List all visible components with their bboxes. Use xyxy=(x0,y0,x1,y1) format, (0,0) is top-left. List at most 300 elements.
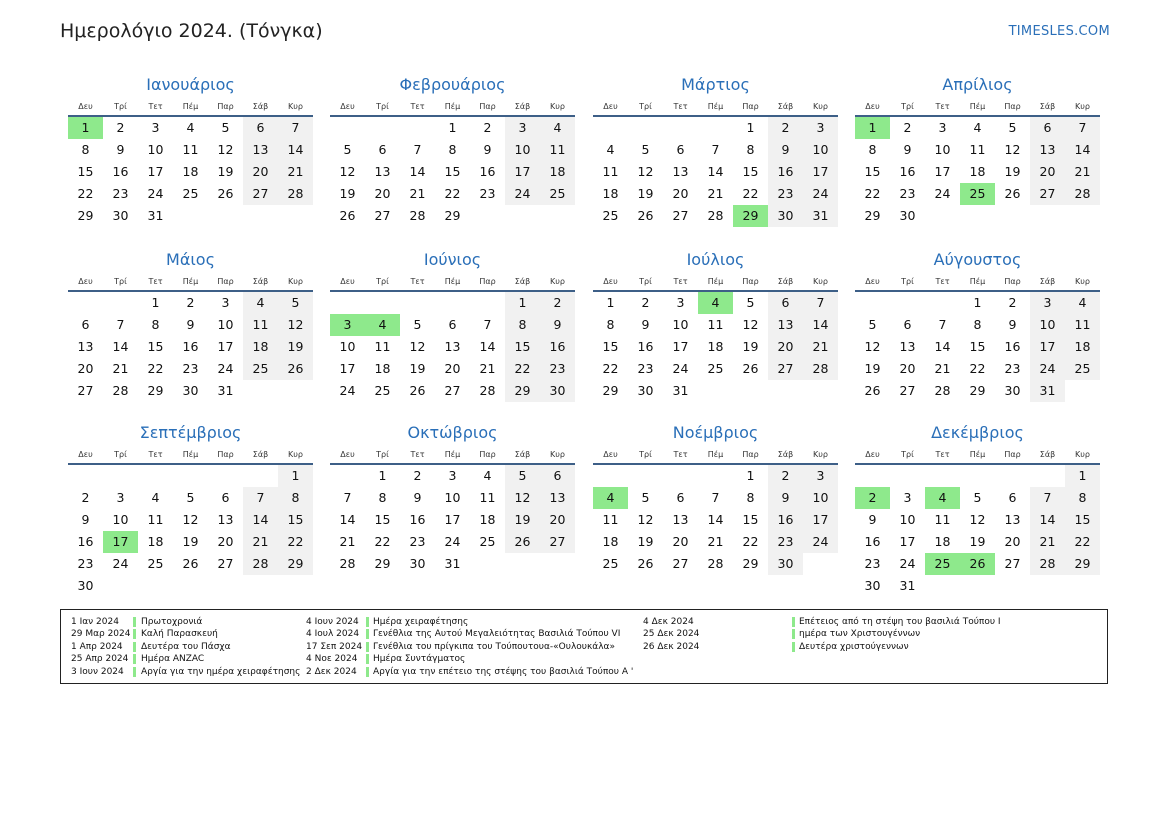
day-cell[interactable]: 20 xyxy=(899,361,916,376)
day-cell[interactable]: 22 xyxy=(864,186,881,201)
day-cell[interactable]: 29 xyxy=(444,208,461,223)
day-cell[interactable]: 22 xyxy=(77,186,94,201)
day-cell[interactable]: 30 xyxy=(637,383,654,398)
day-cell[interactable]: 27 xyxy=(444,383,461,398)
day-cell[interactable]: 8 xyxy=(505,314,540,336)
day-cell[interactable]: 31 xyxy=(803,205,838,227)
day-cell[interactable]: 12 xyxy=(409,339,426,354)
day-cell[interactable]: 6 xyxy=(243,117,278,139)
day-cell[interactable]: 5 xyxy=(413,317,422,332)
holiday-day-cell[interactable]: 4 xyxy=(365,314,400,336)
day-cell[interactable]: 23 xyxy=(409,534,426,549)
day-cell[interactable]: 14 xyxy=(243,509,278,531)
day-cell[interactable]: 11 xyxy=(479,490,496,505)
day-cell[interactable]: 25 xyxy=(182,186,199,201)
day-cell[interactable]: 22 xyxy=(742,186,759,201)
day-cell[interactable]: 7 xyxy=(413,142,422,157)
day-cell[interactable]: 6 xyxy=(81,317,90,332)
day-cell[interactable]: 21 xyxy=(934,361,951,376)
day-cell[interactable]: 8 xyxy=(973,317,982,332)
day-cell[interactable]: 1 xyxy=(505,292,540,314)
day-cell[interactable]: 12 xyxy=(637,512,654,527)
day-cell[interactable]: 28 xyxy=(339,556,356,571)
day-cell[interactable]: 3 xyxy=(1030,292,1065,314)
day-cell[interactable]: 22 xyxy=(374,534,391,549)
day-cell[interactable]: 17 xyxy=(899,534,916,549)
day-cell[interactable]: 30 xyxy=(182,383,199,398)
day-cell[interactable]: 2 xyxy=(641,295,650,310)
day-cell[interactable]: 22 xyxy=(147,361,164,376)
day-cell[interactable]: 28 xyxy=(1065,183,1100,205)
day-cell[interactable]: 6 xyxy=(676,142,685,157)
holiday-day-cell[interactable]: 4 xyxy=(698,292,733,314)
day-cell[interactable]: 16 xyxy=(899,164,916,179)
day-cell[interactable]: 12 xyxy=(339,164,356,179)
day-cell[interactable]: 8 xyxy=(606,317,615,332)
day-cell[interactable]: 21 xyxy=(112,361,129,376)
day-cell[interactable]: 8 xyxy=(746,142,755,157)
day-cell[interactable]: 16 xyxy=(864,534,881,549)
day-cell[interactable]: 16 xyxy=(479,164,496,179)
day-cell[interactable]: 21 xyxy=(707,186,724,201)
day-cell[interactable]: 10 xyxy=(803,487,838,509)
day-cell[interactable]: 10 xyxy=(899,512,916,527)
day-cell[interactable]: 3 xyxy=(505,117,540,139)
day-cell[interactable]: 1 xyxy=(151,295,160,310)
day-cell[interactable]: 6 xyxy=(540,465,575,487)
day-cell[interactable]: 11 xyxy=(147,512,164,527)
day-cell[interactable]: 4 xyxy=(483,468,492,483)
day-cell[interactable]: 31 xyxy=(1030,380,1065,402)
day-cell[interactable]: 12 xyxy=(969,512,986,527)
day-cell[interactable]: 18 xyxy=(969,164,986,179)
day-cell[interactable]: 27 xyxy=(1030,183,1065,205)
day-cell[interactable]: 1 xyxy=(746,468,755,483)
day-cell[interactable]: 26 xyxy=(742,361,759,376)
day-cell[interactable]: 5 xyxy=(1008,120,1017,135)
day-cell[interactable]: 29 xyxy=(147,383,164,398)
day-cell[interactable]: 31 xyxy=(147,208,164,223)
day-cell[interactable]: 6 xyxy=(1030,117,1065,139)
holiday-day-cell[interactable]: 17 xyxy=(103,531,138,553)
day-cell[interactable]: 22 xyxy=(278,531,313,553)
day-cell[interactable]: 21 xyxy=(707,534,724,549)
day-cell[interactable]: 1 xyxy=(278,465,313,487)
holiday-day-cell[interactable]: 26 xyxy=(960,553,995,575)
day-cell[interactable]: 27 xyxy=(899,383,916,398)
day-cell[interactable]: 1 xyxy=(973,295,982,310)
day-cell[interactable]: 30 xyxy=(540,380,575,402)
day-cell[interactable]: 7 xyxy=(1030,487,1065,509)
day-cell[interactable]: 10 xyxy=(934,142,951,157)
day-cell[interactable]: 15 xyxy=(505,336,540,358)
day-cell[interactable]: 26 xyxy=(637,208,654,223)
day-cell[interactable]: 27 xyxy=(374,208,391,223)
day-cell[interactable]: 6 xyxy=(768,292,803,314)
day-cell[interactable]: 3 xyxy=(448,468,457,483)
day-cell[interactable]: 8 xyxy=(278,487,313,509)
day-cell[interactable]: 10 xyxy=(505,139,540,161)
day-cell[interactable]: 26 xyxy=(864,383,881,398)
day-cell[interactable]: 6 xyxy=(221,490,230,505)
day-cell[interactable]: 20 xyxy=(444,361,461,376)
day-cell[interactable]: 11 xyxy=(602,512,619,527)
day-cell[interactable]: 18 xyxy=(934,534,951,549)
day-cell[interactable]: 18 xyxy=(540,161,575,183)
day-cell[interactable]: 19 xyxy=(182,534,199,549)
day-cell[interactable]: 25 xyxy=(1065,358,1100,380)
day-cell[interactable]: 17 xyxy=(803,161,838,183)
day-cell[interactable]: 29 xyxy=(505,380,540,402)
day-cell[interactable]: 29 xyxy=(77,208,94,223)
day-cell[interactable]: 29 xyxy=(602,383,619,398)
day-cell[interactable]: 5 xyxy=(278,292,313,314)
day-cell[interactable]: 3 xyxy=(151,120,160,135)
site-brand-link[interactable]: TIMESLES.COM xyxy=(1008,24,1110,39)
day-cell[interactable]: 13 xyxy=(1004,512,1021,527)
day-cell[interactable]: 19 xyxy=(409,361,426,376)
day-cell[interactable]: 20 xyxy=(217,534,234,549)
day-cell[interactable]: 19 xyxy=(278,336,313,358)
day-cell[interactable]: 13 xyxy=(540,487,575,509)
day-cell[interactable]: 19 xyxy=(217,164,234,179)
day-cell[interactable]: 17 xyxy=(1030,336,1065,358)
day-cell[interactable]: 2 xyxy=(903,120,912,135)
day-cell[interactable]: 9 xyxy=(540,314,575,336)
day-cell[interactable]: 23 xyxy=(899,186,916,201)
day-cell[interactable]: 5 xyxy=(746,295,755,310)
day-cell[interactable]: 29 xyxy=(742,556,759,571)
day-cell[interactable]: 3 xyxy=(903,490,912,505)
day-cell[interactable]: 11 xyxy=(707,317,724,332)
day-cell[interactable]: 12 xyxy=(637,164,654,179)
day-cell[interactable]: 18 xyxy=(243,336,278,358)
day-cell[interactable]: 4 xyxy=(1065,292,1100,314)
day-cell[interactable]: 14 xyxy=(803,314,838,336)
day-cell[interactable]: 9 xyxy=(768,487,803,509)
day-cell[interactable]: 7 xyxy=(116,317,125,332)
day-cell[interactable]: 17 xyxy=(934,164,951,179)
day-cell[interactable]: 23 xyxy=(112,186,129,201)
day-cell[interactable]: 28 xyxy=(707,208,724,223)
day-cell[interactable]: 14 xyxy=(112,339,129,354)
day-cell[interactable]: 2 xyxy=(413,468,422,483)
day-cell[interactable]: 7 xyxy=(343,490,352,505)
day-cell[interactable]: 13 xyxy=(899,339,916,354)
day-cell[interactable]: 17 xyxy=(147,164,164,179)
day-cell[interactable]: 24 xyxy=(339,383,356,398)
day-cell[interactable]: 10 xyxy=(444,490,461,505)
day-cell[interactable]: 18 xyxy=(707,339,724,354)
day-cell[interactable]: 10 xyxy=(217,317,234,332)
day-cell[interactable]: 6 xyxy=(676,490,685,505)
day-cell[interactable]: 28 xyxy=(278,183,313,205)
day-cell[interactable]: 11 xyxy=(243,314,278,336)
day-cell[interactable]: 16 xyxy=(77,534,94,549)
day-cell[interactable]: 1 xyxy=(746,120,755,135)
day-cell[interactable]: 22 xyxy=(742,534,759,549)
day-cell[interactable]: 13 xyxy=(444,339,461,354)
day-cell[interactable]: 12 xyxy=(505,487,540,509)
day-cell[interactable]: 16 xyxy=(1004,339,1021,354)
day-cell[interactable]: 25 xyxy=(374,383,391,398)
day-cell[interactable]: 14 xyxy=(479,339,496,354)
day-cell[interactable]: 26 xyxy=(182,556,199,571)
day-cell[interactable]: 24 xyxy=(112,556,129,571)
day-cell[interactable]: 11 xyxy=(934,512,951,527)
day-cell[interactable]: 28 xyxy=(934,383,951,398)
day-cell[interactable]: 24 xyxy=(505,183,540,205)
day-cell[interactable]: 16 xyxy=(409,512,426,527)
day-cell[interactable]: 26 xyxy=(637,556,654,571)
day-cell[interactable]: 4 xyxy=(540,117,575,139)
day-cell[interactable]: 18 xyxy=(1065,336,1100,358)
day-cell[interactable]: 18 xyxy=(374,361,391,376)
day-cell[interactable]: 9 xyxy=(186,317,195,332)
day-cell[interactable]: 21 xyxy=(243,531,278,553)
day-cell[interactable]: 22 xyxy=(1065,531,1100,553)
day-cell[interactable]: 9 xyxy=(903,142,912,157)
day-cell[interactable]: 4 xyxy=(973,120,982,135)
day-cell[interactable]: 12 xyxy=(278,314,313,336)
day-cell[interactable]: 23 xyxy=(768,531,803,553)
day-cell[interactable]: 27 xyxy=(77,383,94,398)
day-cell[interactable]: 10 xyxy=(339,339,356,354)
day-cell[interactable]: 29 xyxy=(278,553,313,575)
day-cell[interactable]: 18 xyxy=(602,186,619,201)
day-cell[interactable]: 21 xyxy=(803,336,838,358)
day-cell[interactable]: 26 xyxy=(1004,186,1021,201)
holiday-day-cell[interactable]: 1 xyxy=(855,117,890,139)
day-cell[interactable]: 10 xyxy=(147,142,164,157)
day-cell[interactable]: 9 xyxy=(81,512,90,527)
day-cell[interactable]: 17 xyxy=(444,512,461,527)
day-cell[interactable]: 14 xyxy=(1065,139,1100,161)
day-cell[interactable]: 4 xyxy=(243,292,278,314)
day-cell[interactable]: 23 xyxy=(637,361,654,376)
day-cell[interactable]: 28 xyxy=(1030,553,1065,575)
day-cell[interactable]: 11 xyxy=(1065,314,1100,336)
day-cell[interactable]: 2 xyxy=(768,465,803,487)
day-cell[interactable]: 12 xyxy=(742,317,759,332)
day-cell[interactable]: 15 xyxy=(374,512,391,527)
day-cell[interactable]: 14 xyxy=(339,512,356,527)
day-cell[interactable]: 5 xyxy=(343,142,352,157)
day-cell[interactable]: 15 xyxy=(77,164,94,179)
day-cell[interactable]: 20 xyxy=(1004,534,1021,549)
day-cell[interactable]: 27 xyxy=(540,531,575,553)
day-cell[interactable]: 19 xyxy=(505,509,540,531)
day-cell[interactable]: 21 xyxy=(479,361,496,376)
day-cell[interactable]: 7 xyxy=(483,317,492,332)
day-cell[interactable]: 19 xyxy=(969,534,986,549)
day-cell[interactable]: 2 xyxy=(81,490,90,505)
day-cell[interactable]: 6 xyxy=(903,317,912,332)
day-cell[interactable]: 17 xyxy=(217,339,234,354)
holiday-day-cell[interactable]: 1 xyxy=(68,117,103,139)
day-cell[interactable]: 10 xyxy=(803,139,838,161)
day-cell[interactable]: 13 xyxy=(77,339,94,354)
day-cell[interactable]: 8 xyxy=(81,142,90,157)
day-cell[interactable]: 3 xyxy=(221,295,230,310)
day-cell[interactable]: 24 xyxy=(899,556,916,571)
day-cell[interactable]: 5 xyxy=(868,317,877,332)
day-cell[interactable]: 31 xyxy=(672,383,689,398)
day-cell[interactable]: 10 xyxy=(1030,314,1065,336)
day-cell[interactable]: 11 xyxy=(969,142,986,157)
day-cell[interactable]: 9 xyxy=(868,512,877,527)
day-cell[interactable]: 9 xyxy=(483,142,492,157)
day-cell[interactable]: 15 xyxy=(147,339,164,354)
day-cell[interactable]: 23 xyxy=(540,358,575,380)
day-cell[interactable]: 19 xyxy=(1004,164,1021,179)
day-cell[interactable]: 19 xyxy=(339,186,356,201)
day-cell[interactable]: 28 xyxy=(479,383,496,398)
day-cell[interactable]: 8 xyxy=(868,142,877,157)
day-cell[interactable]: 17 xyxy=(505,161,540,183)
day-cell[interactable]: 14 xyxy=(409,164,426,179)
day-cell[interactable]: 29 xyxy=(969,383,986,398)
day-cell[interactable]: 20 xyxy=(540,509,575,531)
day-cell[interactable]: 27 xyxy=(672,556,689,571)
day-cell[interactable]: 4 xyxy=(151,490,160,505)
day-cell[interactable]: 3 xyxy=(803,117,838,139)
day-cell[interactable]: 16 xyxy=(540,336,575,358)
day-cell[interactable]: 1 xyxy=(1065,465,1100,487)
day-cell[interactable]: 20 xyxy=(77,361,94,376)
day-cell[interactable]: 27 xyxy=(768,358,803,380)
day-cell[interactable]: 31 xyxy=(444,556,461,571)
day-cell[interactable]: 17 xyxy=(672,339,689,354)
day-cell[interactable]: 19 xyxy=(864,361,881,376)
day-cell[interactable]: 21 xyxy=(339,534,356,549)
day-cell[interactable]: 12 xyxy=(182,512,199,527)
day-cell[interactable]: 7 xyxy=(278,117,313,139)
day-cell[interactable]: 22 xyxy=(444,186,461,201)
day-cell[interactable]: 27 xyxy=(672,208,689,223)
day-cell[interactable]: 7 xyxy=(711,490,720,505)
day-cell[interactable]: 8 xyxy=(151,317,160,332)
day-cell[interactable]: 22 xyxy=(969,361,986,376)
day-cell[interactable]: 27 xyxy=(217,556,234,571)
day-cell[interactable]: 20 xyxy=(1030,161,1065,183)
day-cell[interactable]: 30 xyxy=(1004,383,1021,398)
day-cell[interactable]: 21 xyxy=(409,186,426,201)
day-cell[interactable]: 14 xyxy=(278,139,313,161)
day-cell[interactable]: 15 xyxy=(278,509,313,531)
day-cell[interactable]: 30 xyxy=(112,208,129,223)
day-cell[interactable]: 2 xyxy=(540,292,575,314)
day-cell[interactable]: 2 xyxy=(483,120,492,135)
day-cell[interactable]: 28 xyxy=(409,208,426,223)
day-cell[interactable]: 29 xyxy=(1065,553,1100,575)
day-cell[interactable]: 22 xyxy=(505,358,540,380)
day-cell[interactable]: 30 xyxy=(768,205,803,227)
day-cell[interactable]: 23 xyxy=(479,186,496,201)
day-cell[interactable]: 23 xyxy=(864,556,881,571)
day-cell[interactable]: 24 xyxy=(444,534,461,549)
day-cell[interactable]: 9 xyxy=(116,142,125,157)
day-cell[interactable]: 12 xyxy=(864,339,881,354)
day-cell[interactable]: 28 xyxy=(243,553,278,575)
day-cell[interactable]: 10 xyxy=(112,512,129,527)
day-cell[interactable]: 20 xyxy=(672,186,689,201)
day-cell[interactable]: 31 xyxy=(899,578,916,593)
day-cell[interactable]: 8 xyxy=(378,490,387,505)
day-cell[interactable]: 15 xyxy=(864,164,881,179)
day-cell[interactable]: 1 xyxy=(378,468,387,483)
day-cell[interactable]: 12 xyxy=(1004,142,1021,157)
day-cell[interactable]: 7 xyxy=(243,487,278,509)
day-cell[interactable]: 22 xyxy=(602,361,619,376)
day-cell[interactable]: 5 xyxy=(641,490,650,505)
day-cell[interactable]: 11 xyxy=(602,164,619,179)
day-cell[interactable]: 9 xyxy=(1008,317,1017,332)
day-cell[interactable]: 14 xyxy=(707,512,724,527)
day-cell[interactable]: 15 xyxy=(602,339,619,354)
day-cell[interactable]: 16 xyxy=(768,161,803,183)
day-cell[interactable]: 18 xyxy=(479,512,496,527)
day-cell[interactable]: 16 xyxy=(182,339,199,354)
day-cell[interactable]: 7 xyxy=(938,317,947,332)
day-cell[interactable]: 15 xyxy=(1065,509,1100,531)
holiday-day-cell[interactable]: 29 xyxy=(733,205,768,227)
day-cell[interactable]: 7 xyxy=(1065,117,1100,139)
day-cell[interactable]: 6 xyxy=(448,317,457,332)
day-cell[interactable]: 10 xyxy=(672,317,689,332)
day-cell[interactable]: 25 xyxy=(707,361,724,376)
holiday-day-cell[interactable]: 4 xyxy=(925,487,960,509)
day-cell[interactable]: 30 xyxy=(899,208,916,223)
day-cell[interactable]: 9 xyxy=(641,317,650,332)
day-cell[interactable]: 31 xyxy=(217,383,234,398)
day-cell[interactable]: 17 xyxy=(339,361,356,376)
day-cell[interactable]: 5 xyxy=(505,465,540,487)
day-cell[interactable]: 3 xyxy=(676,295,685,310)
holiday-day-cell[interactable]: 25 xyxy=(960,183,995,205)
day-cell[interactable]: 25 xyxy=(479,534,496,549)
day-cell[interactable]: 13 xyxy=(217,512,234,527)
day-cell[interactable]: 11 xyxy=(540,139,575,161)
day-cell[interactable]: 30 xyxy=(864,578,881,593)
day-cell[interactable]: 13 xyxy=(374,164,391,179)
day-cell[interactable]: 21 xyxy=(1065,161,1100,183)
day-cell[interactable]: 15 xyxy=(742,512,759,527)
day-cell[interactable]: 11 xyxy=(374,339,391,354)
day-cell[interactable]: 12 xyxy=(217,142,234,157)
day-cell[interactable]: 25 xyxy=(243,358,278,380)
day-cell[interactable]: 20 xyxy=(672,534,689,549)
day-cell[interactable]: 23 xyxy=(182,361,199,376)
holiday-day-cell[interactable]: 4 xyxy=(593,487,628,509)
day-cell[interactable]: 2 xyxy=(1008,295,1017,310)
day-cell[interactable]: 25 xyxy=(147,556,164,571)
day-cell[interactable]: 23 xyxy=(77,556,94,571)
day-cell[interactable]: 18 xyxy=(602,534,619,549)
day-cell[interactable]: 29 xyxy=(374,556,391,571)
day-cell[interactable]: 20 xyxy=(243,161,278,183)
day-cell[interactable]: 21 xyxy=(1030,531,1065,553)
day-cell[interactable]: 6 xyxy=(378,142,387,157)
day-cell[interactable]: 14 xyxy=(707,164,724,179)
day-cell[interactable]: 9 xyxy=(768,139,803,161)
day-cell[interactable]: 13 xyxy=(672,164,689,179)
day-cell[interactable]: 16 xyxy=(637,339,654,354)
day-cell[interactable]: 3 xyxy=(116,490,125,505)
day-cell[interactable]: 14 xyxy=(934,339,951,354)
day-cell[interactable]: 6 xyxy=(1008,490,1017,505)
day-cell[interactable]: 5 xyxy=(641,142,650,157)
